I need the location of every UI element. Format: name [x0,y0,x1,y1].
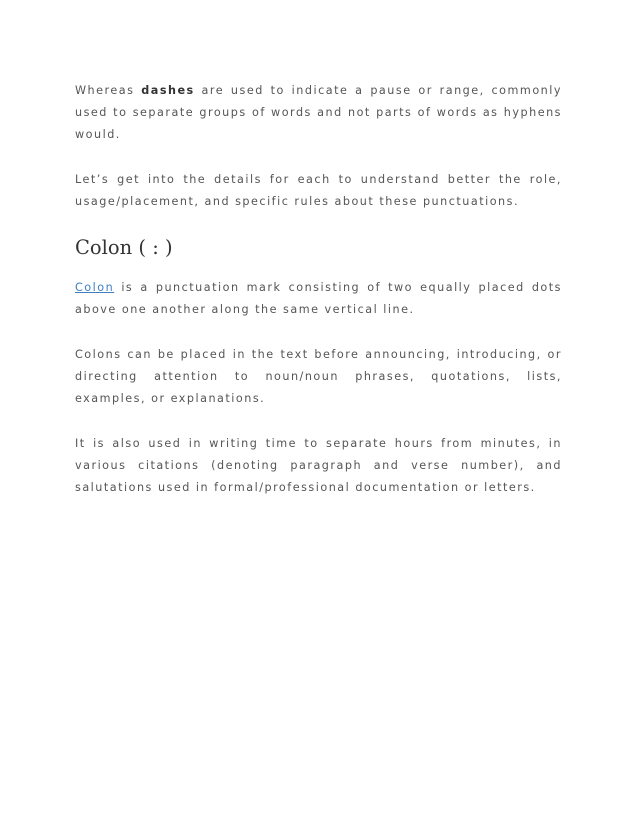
paragraph-colon-usage: It is also used in writing time to separate hours from minutes, in various citations (denoting paragraph and verse number), and salutations used in formal/professional documentation or letters. [75,437,562,494]
paragraph-intro: Let’s get into the details for each to understand better the role, usage/placement, and specific rules about these punctuations. [75,173,562,208]
paragraph-dashes-after: are used to indicate a pause or range, commonly used to separate groups of words and not parts of words as hyphens would. [75,84,562,141]
paragraph-dashes-before: Whereas [75,84,142,97]
colon-link[interactable]: Colon [75,281,115,294]
section-heading-colon: Colon ( : ) [75,236,173,259]
paragraph-dashes [75,80,562,146]
paragraph-colon-definition [75,277,562,321]
paragraph-colon-definition-text: is a punctuation mark consisting of two equally placed dots above one another along the same vertical line. [75,281,562,316]
dashes-bold-term: dashes [141,84,195,97]
paragraph-colon-placement: Colons can be placed in the text before announcing, introducing, or directing attention to noun/noun phrases, quotations, lists, examples, or explanations. [75,348,562,405]
document-body [75,80,562,522]
